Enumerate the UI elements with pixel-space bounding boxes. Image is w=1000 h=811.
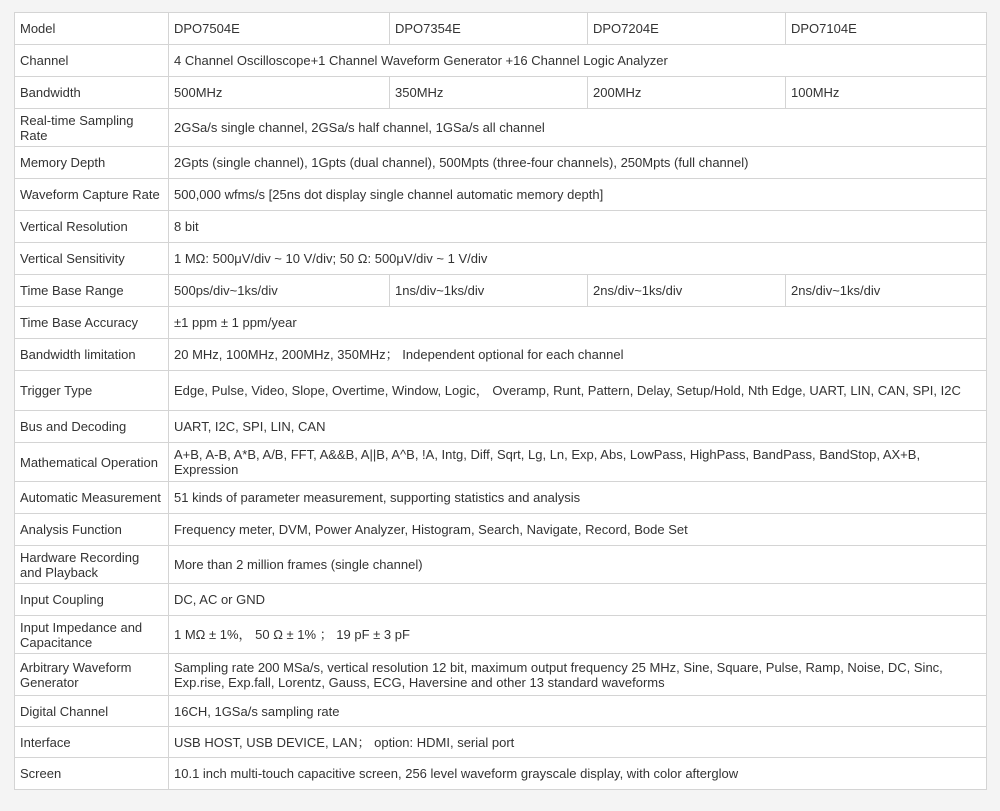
row-label: Channel (15, 45, 169, 77)
row-label: Screen (15, 758, 169, 790)
row-value: USB HOST, USB DEVICE, LAN； option: HDMI, serial port (169, 727, 987, 758)
row-label: Hardware Recording and Playback (15, 546, 169, 584)
row-math-operation (15, 443, 987, 482)
row-value: Edge, Pulse, Video, Slope, Overtime, Window, Logic， Overamp, Runt, Pattern, Delay, Setup/Hold, Nth Edge, UART, LIN, CAN, SPI, I2C (169, 371, 987, 411)
row-value: 2Gpts (single channel), 1Gpts (dual channel), 500Mpts (three-four channels), 250Mpts (full channel) (169, 147, 987, 179)
row-value: 4 Channel Oscilloscope+1 Channel Waveform Generator +16 Channel Logic Analyzer (169, 45, 987, 77)
row-value: 20 MHz, 100MHz, 200MHz, 350MHz； Independent optional for each channel (169, 339, 987, 371)
row-sampling-rate (15, 109, 987, 147)
row-interface (15, 727, 987, 758)
model-cell: DPO7104E (786, 13, 987, 45)
row-bus-decoding (15, 411, 987, 443)
row-model (15, 13, 987, 45)
row-value: A+B, A-B, A*B, A/B, FFT, A&&B, A||B, A^B, !A, Intg, Diff, Sqrt, Lg, Ln, Exp, Abs, LowPass, HighPass, BandPass, BandStop, AX+B, Expression (169, 443, 987, 482)
row-label: Time Base Accuracy (15, 307, 169, 339)
time-base-cell: 1ns/div~1ks/div (390, 275, 588, 307)
row-value: 1 MΩ: 500μV/div ~ 10 V/div; 50 Ω: 500μV/div ~ 1 V/div (169, 243, 987, 275)
row-vertical-sensitivity (15, 243, 987, 275)
row-value: More than 2 million frames (single channel) (169, 546, 987, 584)
row-automatic-measurement (15, 482, 987, 514)
row-vertical-resolution (15, 211, 987, 243)
model-cell: DPO7354E (390, 13, 588, 45)
row-input-coupling (15, 584, 987, 616)
row-time-base-accuracy (15, 307, 987, 339)
row-label: Interface (15, 727, 169, 758)
time-base-cell: 2ns/div~1ks/div (588, 275, 786, 307)
row-label: Vertical Resolution (15, 211, 169, 243)
row-label: Real-time Sampling Rate (15, 109, 169, 147)
row-screen (15, 758, 987, 790)
row-label: Bandwidth limitation (15, 339, 169, 371)
row-label: Input Coupling (15, 584, 169, 616)
row-label: Mathematical Operation (15, 443, 169, 482)
time-base-cell: 500ps/div~1ks/div (169, 275, 390, 307)
spec-sheet (14, 12, 986, 790)
bandwidth-cell: 200MHz (588, 77, 786, 109)
row-label: Model (15, 13, 169, 45)
row-value: 51 kinds of parameter measurement, supporting statistics and analysis (169, 482, 987, 514)
row-arbitrary-waveform-generator (15, 654, 987, 696)
spec-table (14, 12, 987, 790)
row-digital-channel (15, 696, 987, 727)
row-value: 8 bit (169, 211, 987, 243)
model-cell: DPO7504E (169, 13, 390, 45)
row-value: 10.1 inch multi-touch capacitive screen, 256 level waveform grayscale display, with color afterglow (169, 758, 987, 790)
row-value: ±1 ppm ± 1 ppm/year (169, 307, 987, 339)
row-value: 1 MΩ ± 1%， 50 Ω ± 1% ； 19 pF ± 3 pF (169, 616, 987, 654)
row-hardware-recording (15, 546, 987, 584)
row-label: Input Impedance and Capacitance (15, 616, 169, 654)
row-bandwidth-limitation (15, 339, 987, 371)
row-label: Arbitrary Waveform Generator (15, 654, 169, 696)
bandwidth-cell: 350MHz (390, 77, 588, 109)
time-base-cell: 2ns/div~1ks/div (786, 275, 987, 307)
row-trigger-type (15, 371, 987, 411)
row-label: Bandwidth (15, 77, 169, 109)
row-value: 500,000 wfms/s [25ns dot display single channel automatic memory depth] (169, 179, 987, 211)
row-analysis-function (15, 514, 987, 546)
row-value: Sampling rate 200 MSa/s, vertical resolution 12 bit, maximum output frequency 25 MHz, Sine, Square, Pulse, Ramp, Noise, DC, Sinc, Exp.rise, Exp.fall, Lorentz, Gauss, ECG, Haversine and other 13 standard waveforms (169, 654, 987, 696)
row-label: Analysis Function (15, 514, 169, 546)
row-time-base-range (15, 275, 987, 307)
row-waveform-capture-rate (15, 179, 987, 211)
row-label: Digital Channel (15, 696, 169, 727)
bandwidth-cell: 100MHz (786, 77, 987, 109)
row-memory-depth (15, 147, 987, 179)
bandwidth-cell: 500MHz (169, 77, 390, 109)
row-label: Automatic Measurement (15, 482, 169, 514)
row-input-impedance (15, 616, 987, 654)
row-label: Vertical Sensitivity (15, 243, 169, 275)
row-label: Waveform Capture Rate (15, 179, 169, 211)
row-bandwidth (15, 77, 987, 109)
row-label: Time Base Range (15, 275, 169, 307)
row-label: Bus and Decoding (15, 411, 169, 443)
model-cell: DPO7204E (588, 13, 786, 45)
row-label: Trigger Type (15, 371, 169, 411)
row-value: 2GSa/s single channel, 2GSa/s half channel, 1GSa/s all channel (169, 109, 987, 147)
row-value: Frequency meter, DVM, Power Analyzer, Histogram, Search, Navigate, Record, Bode Set (169, 514, 987, 546)
row-value: UART, I2C, SPI, LIN, CAN (169, 411, 987, 443)
row-label: Memory Depth (15, 147, 169, 179)
row-value: DC, AC or GND (169, 584, 987, 616)
row-channel (15, 45, 987, 77)
row-value: 16CH, 1GSa/s sampling rate (169, 696, 987, 727)
